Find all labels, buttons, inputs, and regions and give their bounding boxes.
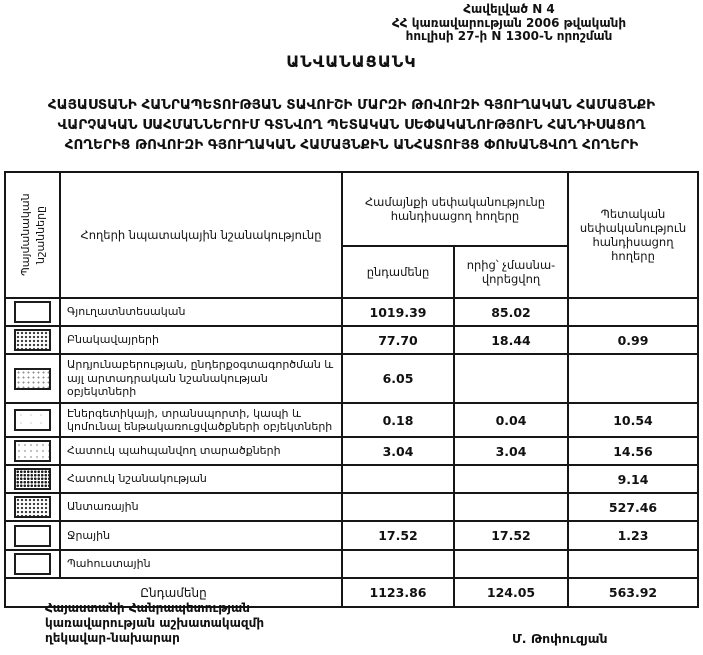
header-symbols-label: Պայմանական նշանները <box>18 193 47 277</box>
value-state: 14.56 <box>568 437 698 465</box>
row-label: Անտառային <box>60 493 342 521</box>
legend-swatch <box>14 440 51 462</box>
header-purpose: Հողերի նպատակային նշանակությունը <box>60 172 342 298</box>
value-state: 527.46 <box>568 493 698 521</box>
row-label: Բնակավայրերի <box>60 326 342 354</box>
legend-swatch-cell <box>5 326 60 354</box>
legend-swatch-cell <box>5 437 60 465</box>
value-non-privatized <box>454 550 568 578</box>
legend-swatch <box>14 368 51 390</box>
legend-swatch <box>14 301 51 323</box>
legend-swatch <box>14 553 51 575</box>
row-label: Հատուկ պահպանվող տարածքների <box>60 437 342 465</box>
table-row <box>5 354 698 403</box>
footer-signatory-title: Հայաստանի Հանրապետության կառավարության աշխատակազմի ղեկավար-նախարար <box>45 601 265 645</box>
row-label: Գյուղատնտեսական <box>60 298 342 326</box>
legend-swatch-cell <box>5 354 60 403</box>
legend-swatch <box>14 329 51 351</box>
value-community-total <box>342 465 454 493</box>
value-non-privatized: 18.44 <box>454 326 568 354</box>
table-row <box>5 493 698 521</box>
table-row <box>5 521 698 550</box>
value-non-privatized: 85.02 <box>454 298 568 326</box>
value-community-total: 77.70 <box>342 326 454 354</box>
value-community-total: 6.05 <box>342 354 454 403</box>
legend-swatch-cell <box>5 298 60 326</box>
table-row <box>5 403 698 437</box>
table-row <box>5 437 698 465</box>
value-non-privatized <box>454 354 568 403</box>
value-community-total: 1019.39 <box>342 298 454 326</box>
value-state <box>568 354 698 403</box>
value-state: 1.23 <box>568 521 698 550</box>
row-label: Ջրային <box>60 521 342 550</box>
row-label: Հատուկ նշանակության <box>60 465 342 493</box>
value-non-privatized <box>454 493 568 521</box>
legend-swatch <box>14 496 51 518</box>
value-community-total <box>342 493 454 521</box>
value-non-privatized: 0.04 <box>454 403 568 437</box>
value-state: 9.14 <box>568 465 698 493</box>
value-community-total: 3.04 <box>342 437 454 465</box>
total-label: Ընդամենը <box>5 578 342 607</box>
document-subtitle: ՀԱՅԱՍՏԱՆԻ ՀԱՆՐԱՊԵՏՈՒԹՅԱՆ ՏԱՎՈՒՇԻ ՄԱՐԶԻ ԹՈՎՈՒԶԻ ԳՅՈՒՂԱԿԱՆ ՀԱՄԱՅՆՔԻ ՎԱՐՉԱԿԱՆ ՍԱՀՄԱՆՆԵՐՈՒՄ ԳՏՆՎՈՂ ՊԵՏԱԿԱՆ ՍԵՓԱԿԱՆՈՒԹՅՈՒՆ ՀԱՆԴԻՍԱՑՈՂ ՀՈՂԵՐԻՑ ԹՈՎՈՒԶԻ ԳՅՈՒՂԱԿԱՆ ՀԱՄԱՅՆՔԻՆ ԱՆՀԱՏՈՒՅՑ ՓՈԽԱՆՑՎՈՂ ՀՈՂԵՐԻ <box>47 97 656 153</box>
legend-swatch <box>14 409 51 431</box>
row-label: Պահուստային <box>60 550 342 578</box>
total-community: 1123.86 <box>342 578 454 607</box>
legend-swatch <box>14 468 51 490</box>
value-community-total: 17.52 <box>342 521 454 550</box>
total-state: 563.92 <box>568 578 698 607</box>
header-symbols <box>5 172 60 298</box>
total-non-privatized: 124.05 <box>454 578 568 607</box>
page-title: ԱՆՎԱՆԱՑԱՆԿ <box>286 52 417 71</box>
value-non-privatized: 17.52 <box>454 521 568 550</box>
value-state <box>568 298 698 326</box>
value-community-total <box>342 550 454 578</box>
header-community-group: Համայնքի սեփականությունը հանդիսացող հողերը <box>342 172 568 246</box>
legend-swatch-cell <box>5 403 60 437</box>
value-community-total: 0.18 <box>342 403 454 437</box>
table-row <box>5 550 698 578</box>
header-community-total: ընդամենը <box>342 246 454 298</box>
appendix-note: Հավելված N 4 ՀՀ կառավարության 2006 թվականի հուլիսի 27-ի N 1300-Ն որոշման <box>391 2 627 43</box>
table-row <box>5 298 698 326</box>
value-non-privatized: 3.04 <box>454 437 568 465</box>
row-label: Արդյունաբերության, ընդերքօգտագործման և այլ արտադրական նշանակության օբյեկտների <box>60 354 342 403</box>
header-state-lands: Պետական սեփականություն հանդիսացող հողերը <box>568 172 698 298</box>
legend-swatch-cell <box>5 550 60 578</box>
header-non-privatized: որից՝ չմասնա- վորեցվող <box>454 246 568 298</box>
value-state: 10.54 <box>568 403 698 437</box>
land-allocation-table <box>4 171 699 608</box>
row-label: Էներգետիկայի, տրանսպորտի, կապի և կոմունալ ենթակառուցվածքների օբյեկտների <box>60 403 342 437</box>
signature-name: Մ. Թոփուզյան <box>512 631 608 646</box>
legend-swatch-cell <box>5 493 60 521</box>
value-state <box>568 550 698 578</box>
table-row <box>5 465 698 493</box>
value-state: 0.99 <box>568 326 698 354</box>
table-row <box>5 326 698 354</box>
legend-swatch-cell <box>5 465 60 493</box>
value-non-privatized <box>454 465 568 493</box>
legend-swatch-cell <box>5 521 60 550</box>
legend-swatch <box>14 525 51 547</box>
